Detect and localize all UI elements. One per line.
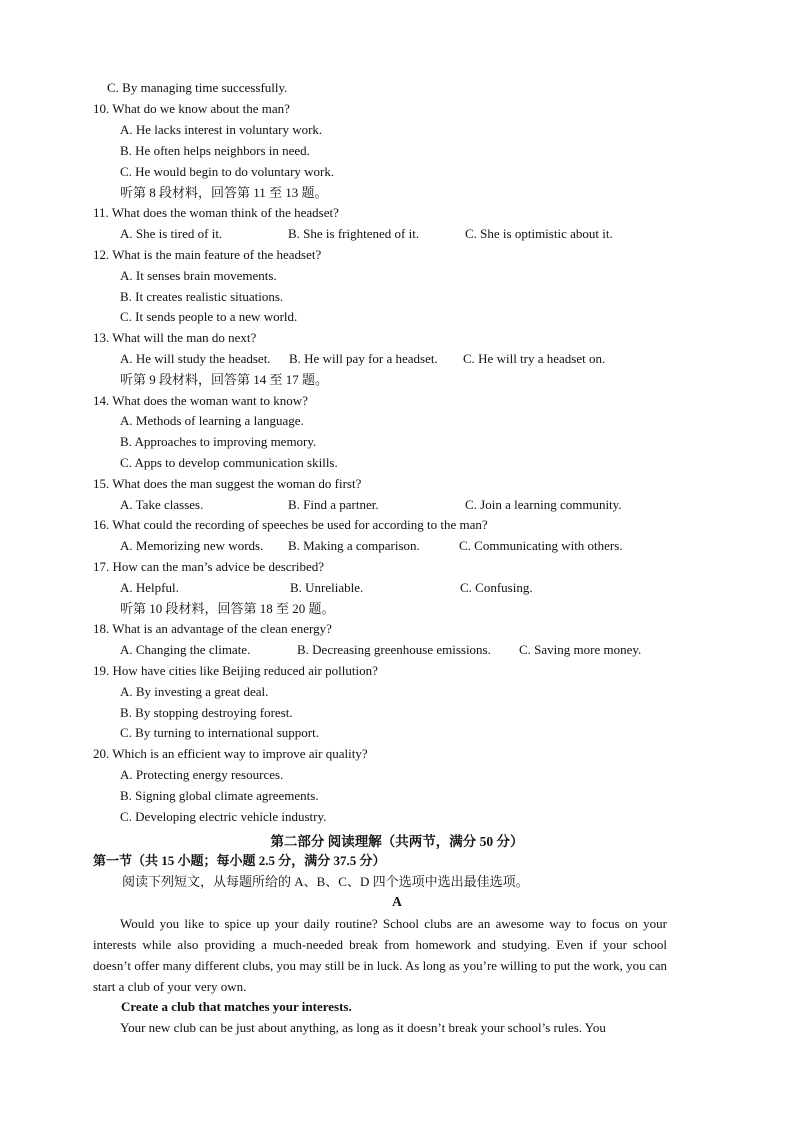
q12-option-c: C. It sends people to a new world. xyxy=(120,309,298,324)
reading-instruction: 阅读下列短文，从每题所给的 A、B、C、D 四个选项中选出最佳选项。 xyxy=(122,874,529,889)
q19-option-c: C. By turning to international support. xyxy=(120,725,319,740)
q12-option-a: A. It senses brain movements. xyxy=(120,268,277,283)
section1-heading: 第一节（共 15 小题；每小题 2.5 分，满分 37.5 分） xyxy=(93,853,386,868)
q12-stem: 12. What is the main feature of the headset? xyxy=(93,247,322,262)
listening-heading-10: 听第 10 段材料，回答第 18 至 20 题。 xyxy=(120,601,335,616)
q18-option-b: B. Decreasing greenhouse emissions. xyxy=(297,642,491,657)
paragraph-2-text: Your new club can be just about anything, as long as it doesn’t break your school’s rules. You xyxy=(120,1020,606,1035)
passage-a-paragraph-1 xyxy=(93,913,667,997)
q16-option-b: B. Making a comparison. xyxy=(288,538,420,553)
part2-title: 第二部分 阅读理解（共两节，满分 50 分） xyxy=(270,834,524,849)
q11-option-c: C. She is optimistic about it. xyxy=(465,226,613,241)
q17-option-b: B. Unreliable. xyxy=(290,580,364,595)
passage-subheading: Create a club that matches your interests. xyxy=(121,999,352,1014)
q13-stem: 13. What will the man do next? xyxy=(93,330,257,345)
listening-heading-9: 听第 9 段材料，回答第 14 至 17 题。 xyxy=(120,372,329,387)
q10-option-a: A. He lacks interest in voluntary work. xyxy=(120,122,323,137)
q18-option-c: C. Saving more money. xyxy=(519,642,642,657)
q18-option-a: A. Changing the climate. xyxy=(120,642,251,657)
q9-option-c: C. By managing time successfully. xyxy=(107,80,288,95)
paragraph-1-text: Would you like to spice up your daily routine? School clubs are an awesome way to focus on your interests while also providing a much-needed break from homework and studying. Even if your school doesn’t offer many different clubs, you may still be in luck. As long as you’re willing to put the work, you can start a club of your very own. xyxy=(93,916,667,994)
q14-option-b: B. Approaches to improving memory. xyxy=(120,434,317,449)
q15-option-a: A. Take classes. xyxy=(120,497,204,512)
q18-stem: 18. What is an advantage of the clean energy? xyxy=(93,621,332,636)
q15-option-b: B. Find a partner. xyxy=(288,497,379,512)
q11-option-b: B. She is frightened of it. xyxy=(288,226,420,241)
q10-stem: 10. What do we know about the man? xyxy=(93,101,290,116)
q20-option-b: B. Signing global climate agreements. xyxy=(120,788,319,803)
q20-option-a: A. Protecting energy resources. xyxy=(120,767,284,782)
listening-heading-8: 听第 8 段材料，回答第 11 至 13 题。 xyxy=(120,185,328,200)
passage-a-paragraph-2 xyxy=(93,1017,667,1038)
q10-option-c: C. He would begin to do voluntary work. xyxy=(120,164,335,179)
q11-option-a: A. She is tired of it. xyxy=(120,226,223,241)
q13-option-b: B. He will pay for a headset. xyxy=(289,351,438,366)
q11-stem: 11. What does the woman think of the headset? xyxy=(93,205,339,220)
q14-option-c: C. Apps to develop communication skills. xyxy=(120,455,338,470)
q19-option-a: A. By investing a great deal. xyxy=(120,684,269,699)
q19-option-b: B. By stopping destroying forest. xyxy=(120,705,293,720)
q19-stem: 19. How have cities like Beijing reduced air pollution? xyxy=(93,663,378,678)
q12-option-b: B. It creates realistic situations. xyxy=(120,289,284,304)
q20-option-c: C. Developing electric vehicle industry. xyxy=(120,809,327,824)
q16-option-c: C. Communicating with others. xyxy=(459,538,623,553)
q13-option-a: A. He will study the headset. xyxy=(120,351,271,366)
q17-stem: 17. How can the man’s advice be described? xyxy=(93,559,325,574)
q20-stem: 20. Which is an efficient way to improve air quality? xyxy=(93,746,368,761)
q14-option-a: A. Methods of learning a language. xyxy=(120,413,304,428)
q14-stem: 14. What does the woman want to know? xyxy=(93,393,308,408)
q15-option-c: C. Join a learning community. xyxy=(465,497,622,512)
q17-option-a: A. Helpful. xyxy=(120,580,179,595)
q10-option-b: B. He often helps neighbors in need. xyxy=(120,143,310,158)
q16-stem: 16. What could the recording of speeches be used for according to the man? xyxy=(93,517,488,532)
passage-label: A xyxy=(392,894,402,909)
q16-option-a: A. Memorizing new words. xyxy=(120,538,264,553)
q15-stem: 15. What does the man suggest the woman do first? xyxy=(93,476,362,491)
q17-option-c: C. Confusing. xyxy=(460,580,533,595)
q13-option-c: C. He will try a headset on. xyxy=(463,351,606,366)
